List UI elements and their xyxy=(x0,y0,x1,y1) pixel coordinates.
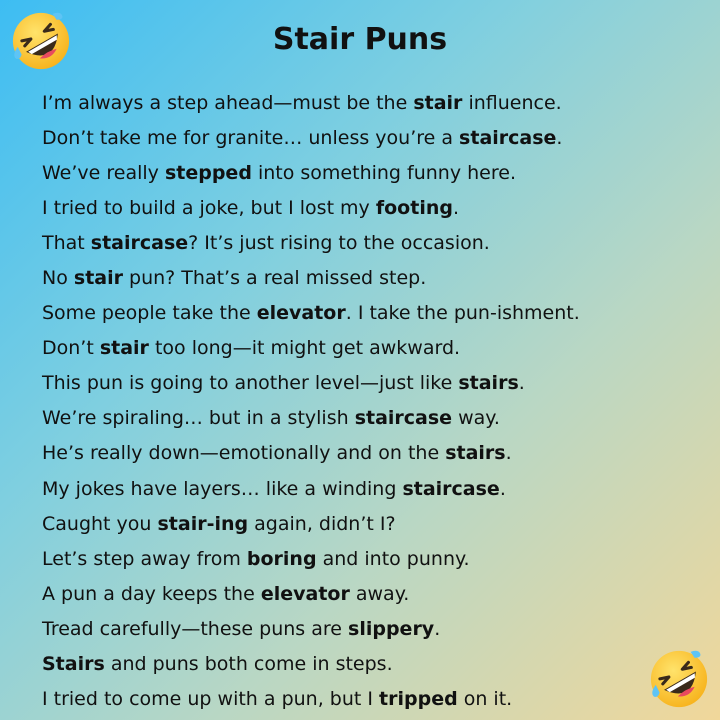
pun-text: pun? That’s a real missed step. xyxy=(123,267,427,290)
pun-text: This pun is going to another level—just like xyxy=(42,372,459,395)
pun-line xyxy=(42,226,702,261)
pun-keyword: stair xyxy=(413,92,463,114)
pun-text: A pun a day keeps the xyxy=(42,582,261,605)
pun-text: I tried to come up with a pun, but I xyxy=(42,687,380,710)
pun-text: Let’s step away from xyxy=(42,547,247,570)
pun-line xyxy=(42,682,702,717)
pun-keyword: staircase xyxy=(459,127,557,150)
pun-line xyxy=(42,261,702,296)
pun-text: I’m always a step ahead—must be the xyxy=(42,92,414,114)
pun-line xyxy=(42,121,702,156)
pun-keyword: elevator xyxy=(256,302,346,325)
pun-text: We’re spiraling… but in a stylish xyxy=(42,407,355,430)
pun-text: . I take the pun-ishment. xyxy=(345,302,580,325)
pun-text: influence. xyxy=(462,92,562,114)
pun-text: He’s really down—emotionally and on the xyxy=(42,442,446,465)
pun-text: We’ve really xyxy=(42,162,165,185)
pun-keyword: boring xyxy=(246,547,317,570)
pun-text: That xyxy=(42,232,91,255)
pun-text: and puns both come in steps. xyxy=(104,652,393,675)
pun-text: No xyxy=(42,267,74,290)
pun-list xyxy=(42,86,702,717)
pun-keyword: staircase xyxy=(354,407,453,430)
pun-keyword: elevator xyxy=(260,582,350,605)
pun-text: Don’t take me for granite… unless you’re a xyxy=(42,127,460,150)
pun-line xyxy=(42,472,702,507)
pun-line xyxy=(42,507,702,542)
pun-line xyxy=(42,612,702,647)
pun-text: too long—it might get awkward. xyxy=(148,337,461,360)
pun-keyword: footing xyxy=(375,197,453,220)
pun-keyword: stairs xyxy=(458,372,519,395)
pun-text: way. xyxy=(452,407,500,430)
pun-keyword: staircase xyxy=(402,477,500,500)
pun-text: Some people take the xyxy=(42,302,257,325)
pun-text: . xyxy=(434,617,441,640)
pun-text: . xyxy=(556,127,563,150)
pun-keyword: stepped xyxy=(164,162,252,185)
pun-text: on it. xyxy=(457,687,513,710)
pun-line xyxy=(42,86,702,121)
pun-line xyxy=(42,542,702,577)
page-title: Stair Puns xyxy=(272,22,448,57)
pun-text: ? It’s just rising to the occasion. xyxy=(188,232,490,255)
pun-line xyxy=(42,366,702,401)
pun-line xyxy=(42,436,702,471)
pun-text: Caught you xyxy=(42,512,158,535)
pun-line xyxy=(42,191,702,226)
pun-keyword: staircase xyxy=(90,232,189,255)
pun-line xyxy=(42,331,702,366)
pun-text: My jokes have layers… like a winding xyxy=(42,477,403,500)
pun-text: away. xyxy=(349,582,410,605)
pun-text: into something funny here. xyxy=(251,162,516,185)
pun-keyword: slippery xyxy=(348,617,435,640)
pun-keyword: stair xyxy=(73,267,123,290)
pun-keyword: stair-ing xyxy=(157,512,249,535)
pun-line xyxy=(42,156,702,191)
rolling-laughing-emoji-icon xyxy=(648,648,710,710)
pun-text: . xyxy=(452,197,460,220)
pun-text: . xyxy=(499,477,506,500)
pun-keyword: stairs xyxy=(445,442,506,465)
pun-line xyxy=(42,401,702,436)
pun-text: Don’t xyxy=(42,337,100,360)
pun-line xyxy=(42,296,702,331)
pun-text: and into punny. xyxy=(316,547,470,570)
pun-text: again, didn’t I? xyxy=(248,512,396,535)
pun-text: Tread carefully—these puns are xyxy=(42,617,349,640)
pun-keyword: Stairs xyxy=(42,652,105,675)
pun-keyword: stair xyxy=(99,337,149,360)
pun-text: . xyxy=(505,442,512,465)
pun-text: I tried to build a joke, but I lost my xyxy=(42,197,376,220)
pun-line xyxy=(42,647,702,682)
pun-text: . xyxy=(518,372,525,395)
pun-keyword: tripped xyxy=(379,687,458,710)
pun-line xyxy=(42,577,702,612)
